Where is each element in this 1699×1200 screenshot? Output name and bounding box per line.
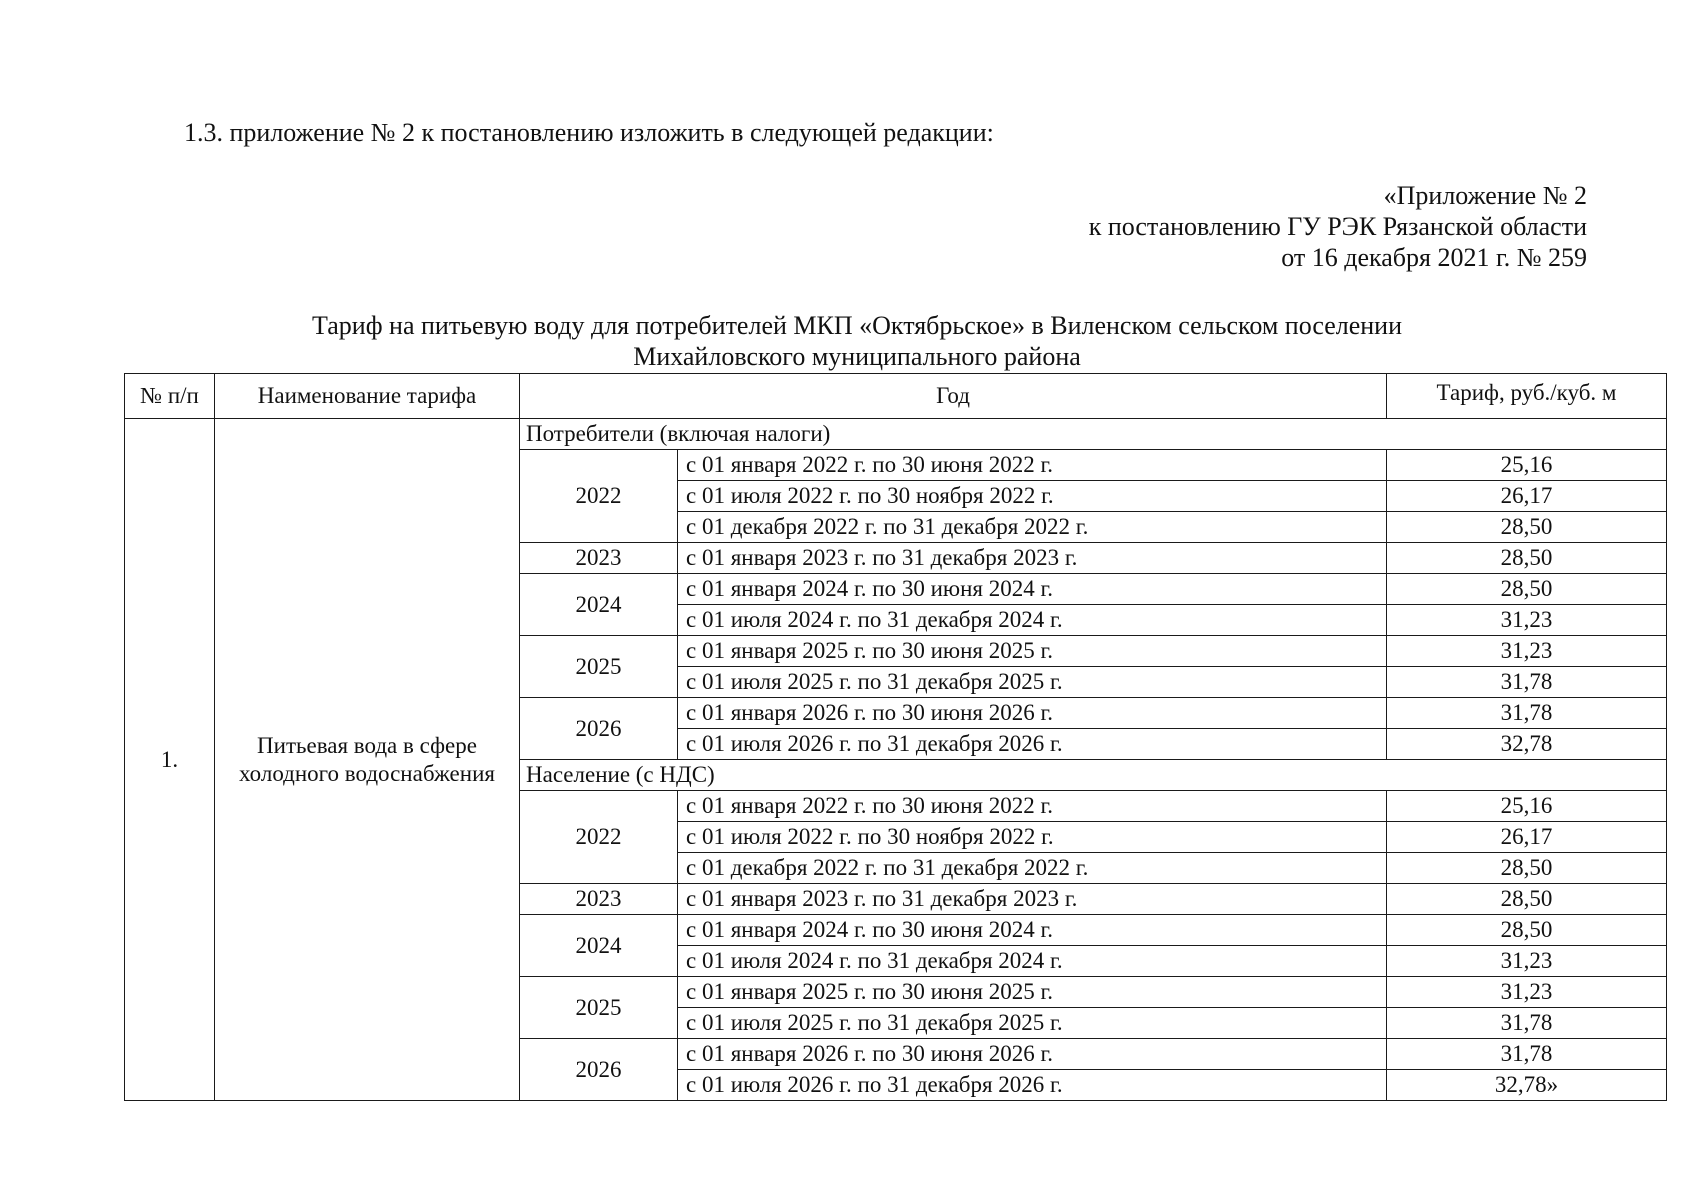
group-row (125, 419, 1667, 450)
tariff-value-cell: 31,23 (1387, 977, 1667, 1008)
period-cell: с 01 января 2023 г. по 31 декабря 2023 г. (678, 884, 1387, 915)
tariff-table (124, 373, 1667, 1101)
tariff-value-cell: 28,50 (1387, 915, 1667, 946)
intro-paragraph: 1.3. приложение № 2 к постановлению изложить в следующей редакции: (184, 118, 994, 147)
table-title-line-1: Тариф на питьевую воду для потребителей МКП «Октябрьское» в Виленском сельском поселении (312, 311, 1402, 340)
group-title: Потребители (включая налоги) (520, 419, 1667, 450)
period-cell: с 01 июля 2026 г. по 31 декабря 2026 г. (678, 1070, 1387, 1101)
tariff-value-cell: 32,78» (1387, 1070, 1667, 1101)
period-cell: с 01 июля 2025 г. по 31 декабря 2025 г. (678, 667, 1387, 698)
tariff-value-cell: 25,16 (1387, 450, 1667, 481)
row-number: 1. (125, 419, 215, 1101)
period-cell: с 01 июля 2026 г. по 31 декабря 2026 г. (678, 729, 1387, 760)
tariff-value-cell: 31,23 (1387, 605, 1667, 636)
tariff-value-cell: 31,78 (1387, 1008, 1667, 1039)
period-cell: с 01 июля 2024 г. по 31 декабря 2024 г. (678, 605, 1387, 636)
year-cell: 2023 (520, 543, 678, 574)
tariff-value-cell: 31,78 (1387, 667, 1667, 698)
year-cell: 2022 (520, 450, 678, 543)
year-cell: 2024 (520, 915, 678, 977)
tariff-value-cell: 31,78 (1387, 698, 1667, 729)
header-num: № п/п (125, 374, 215, 419)
year-cell: 2022 (520, 791, 678, 884)
period-cell: с 01 июля 2022 г. по 30 ноября 2022 г. (678, 822, 1387, 853)
period-cell: с 01 января 2022 г. по 30 июня 2022 г. (678, 450, 1387, 481)
tariff-value-cell: 28,50 (1387, 574, 1667, 605)
period-cell: с 01 декабря 2022 г. по 31 декабря 2022 г. (678, 853, 1387, 884)
year-cell: 2025 (520, 636, 678, 698)
tariff-value-cell: 31,78 (1387, 1039, 1667, 1070)
year-cell: 2026 (520, 1039, 678, 1101)
tariff-value-cell: 28,50 (1387, 853, 1667, 884)
period-cell: с 01 января 2023 г. по 31 декабря 2023 г. (678, 543, 1387, 574)
year-cell: 2023 (520, 884, 678, 915)
appendix-header (1089, 180, 1587, 273)
period-cell: с 01 декабря 2022 г. по 31 декабря 2022 г. (678, 512, 1387, 543)
tariff-value-cell: 28,50 (1387, 543, 1667, 574)
table-title-line-2: Михайловского муниципального района (633, 342, 1081, 371)
header-year: Год (520, 374, 1387, 419)
period-cell: с 01 июля 2022 г. по 30 ноября 2022 г. (678, 481, 1387, 512)
period-cell: с 01 января 2026 г. по 30 июня 2026 г. (678, 698, 1387, 729)
tariff-value-cell: 32,78 (1387, 729, 1667, 760)
appendix-line-2: к постановлению ГУ РЭК Рязанской области (1088, 212, 1587, 241)
period-cell: с 01 января 2025 г. по 30 июня 2025 г. (678, 977, 1387, 1008)
year-cell: 2024 (520, 574, 678, 636)
period-cell: с 01 января 2024 г. по 30 июня 2024 г. (678, 574, 1387, 605)
tariff-value-cell: 26,17 (1387, 822, 1667, 853)
group-title: Население (с НДС) (520, 760, 1667, 791)
period-cell: с 01 июля 2025 г. по 31 декабря 2025 г. (678, 1008, 1387, 1039)
period-cell: с 01 января 2025 г. по 30 июня 2025 г. (678, 636, 1387, 667)
tariff-value-cell: 31,23 (1387, 636, 1667, 667)
tariff-value-cell: 28,50 (1387, 512, 1667, 543)
year-cell: 2026 (520, 698, 678, 760)
period-cell: с 01 января 2022 г. по 30 июня 2022 г. (678, 791, 1387, 822)
year-cell: 2025 (520, 977, 678, 1039)
tariff-name: Питьевая вода в сфере холодного водоснабжения (215, 419, 520, 1101)
table-title (124, 310, 1590, 372)
tariff-value-cell: 25,16 (1387, 791, 1667, 822)
period-cell: с 01 июля 2024 г. по 31 декабря 2024 г. (678, 946, 1387, 977)
tariff-value-cell: 26,17 (1387, 481, 1667, 512)
tariff-value-cell: 28,50 (1387, 884, 1667, 915)
header-tariff: Тариф, руб./куб. м (1387, 374, 1667, 419)
period-cell: с 01 января 2026 г. по 30 июня 2026 г. (678, 1039, 1387, 1070)
period-cell: с 01 января 2024 г. по 30 июня 2024 г. (678, 915, 1387, 946)
header-name: Наименование тарифа (215, 374, 520, 419)
table-header-row (125, 374, 1667, 419)
appendix-line-1: «Приложение № 2 (1383, 181, 1587, 210)
tariff-value-cell: 31,23 (1387, 946, 1667, 977)
appendix-line-3: от 16 декабря 2021 г. № 259 (1281, 243, 1587, 272)
